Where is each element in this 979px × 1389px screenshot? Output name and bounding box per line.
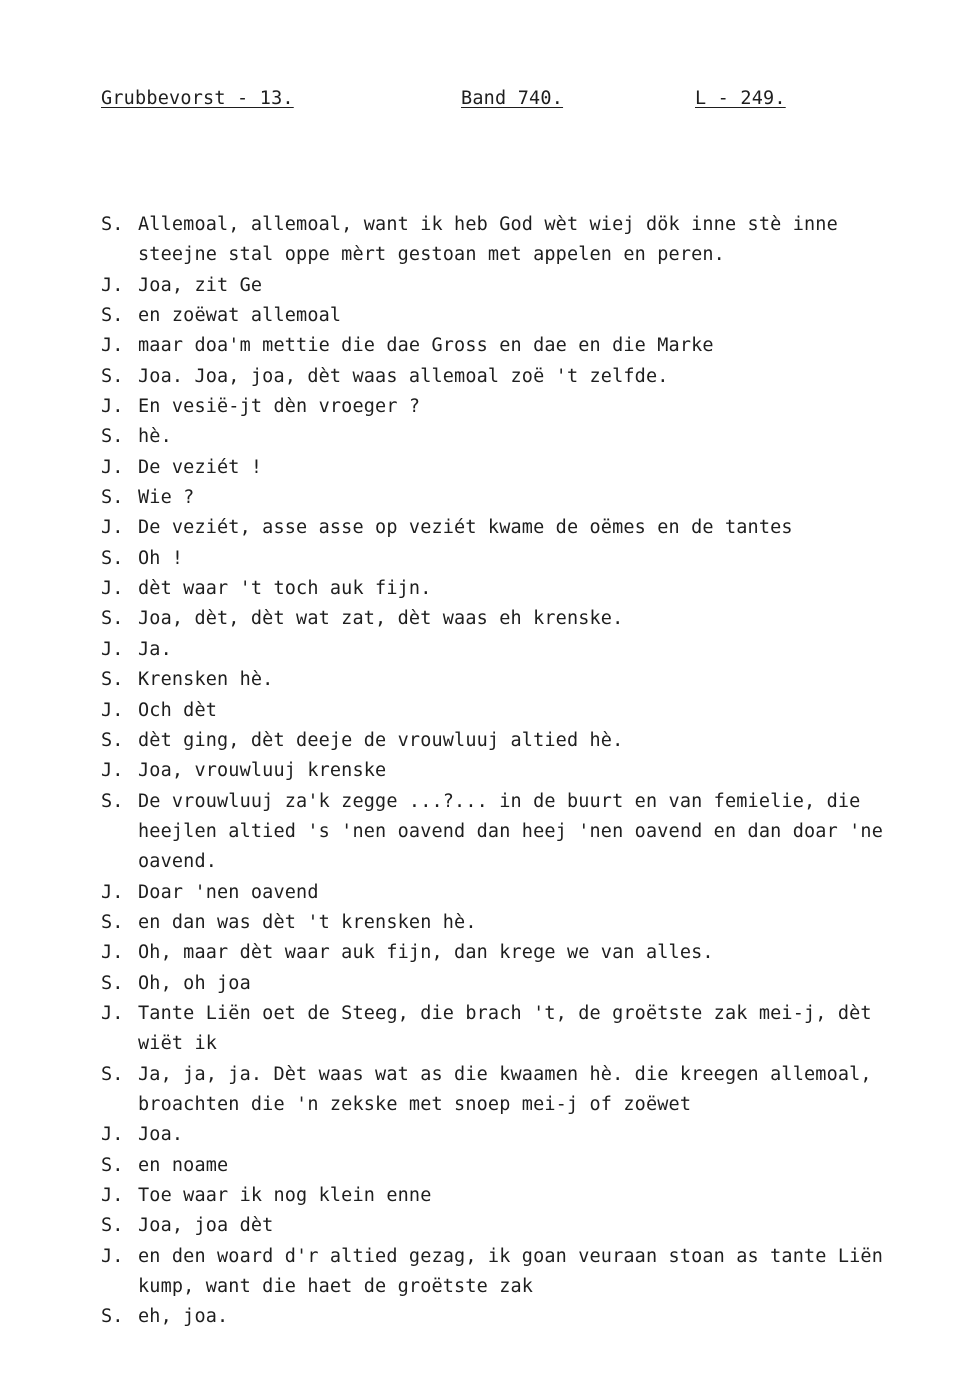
speaker-label: S. bbox=[101, 365, 124, 387]
utterance-text: dèt waar 't toch auk fijn. bbox=[138, 578, 432, 600]
speaker-label: S. bbox=[101, 547, 124, 569]
utterance-text: Joa, vrouwluuj krenske bbox=[138, 760, 387, 782]
transcript-entry bbox=[101, 544, 921, 574]
transcript-entry bbox=[101, 392, 921, 422]
transcript-entry bbox=[101, 696, 921, 726]
transcript-entry bbox=[101, 726, 921, 756]
speaker-label: S. bbox=[101, 305, 124, 327]
utterance-text: Joa. Joa, joa, dèt waas allemoal zoë 't zelfde. bbox=[138, 365, 669, 387]
utterance-text: Ja, ja, ja. Dèt waas wat as die kwaamen hè. die kreegen allemoal, broachten die 'n zekske met snoep mei-j of zoëwet bbox=[138, 1063, 884, 1115]
speaker-label: S. bbox=[101, 669, 124, 691]
utterance-text: maar doa'm mettie die dae Gross en dae en die Marke bbox=[138, 335, 714, 357]
speaker-label: J. bbox=[101, 760, 124, 782]
utterance-text: en dan was dèt 't krensken hè. bbox=[138, 911, 477, 933]
utterance-text: en zoëwat allemoal bbox=[138, 305, 342, 327]
utterance-text: Doar 'nen oavend bbox=[138, 881, 319, 903]
speaker-label: S. bbox=[101, 1215, 124, 1237]
transcript-entry bbox=[101, 787, 921, 878]
utterance-text: En vesië-jt dèn vroeger ? bbox=[138, 396, 421, 418]
utterance-text: Oh, maar dèt waar auk fijn, dan krege we van alles. bbox=[138, 942, 714, 964]
transcript-entry bbox=[101, 1060, 921, 1121]
utterance-text: Wie ? bbox=[138, 487, 195, 509]
speaker-label: S. bbox=[101, 1306, 124, 1328]
speaker-label: J. bbox=[101, 1124, 124, 1146]
utterance-text: Toe waar ik nog klein enne bbox=[138, 1185, 432, 1206]
speaker-label: J. bbox=[101, 456, 124, 478]
utterance-text: Oh, oh joa bbox=[138, 972, 251, 994]
transcript-entry bbox=[101, 604, 921, 634]
transcript-entry bbox=[101, 1151, 921, 1181]
speaker-label: J. bbox=[101, 881, 124, 903]
speaker-label: S. bbox=[101, 487, 124, 509]
speaker-label: S. bbox=[101, 911, 124, 933]
speaker-label: J. bbox=[101, 1002, 124, 1024]
speaker-label: J. bbox=[101, 638, 124, 660]
transcript-entry bbox=[101, 878, 921, 908]
header-tape: Band 740. bbox=[461, 88, 564, 109]
speaker-label: S. bbox=[101, 1063, 124, 1085]
transcript-entry bbox=[101, 665, 921, 695]
transcript-entry bbox=[101, 635, 921, 665]
speaker-label: J. bbox=[101, 274, 124, 296]
utterance-text: eh, joa. bbox=[138, 1306, 229, 1328]
speaker-label: S. bbox=[101, 608, 124, 630]
utterance-text: Allemoal, allemoal, want ik heb God wèt wiej dök inne stè inne steejne stal oppe mèrt gestoan met appelen en peren. bbox=[138, 214, 850, 266]
utterance-text: Oh ! bbox=[138, 547, 184, 569]
utterance-text: De veziét, asse asse op veziét kwame de oëmes en de tantes bbox=[138, 517, 793, 539]
speaker-label: J. bbox=[101, 335, 124, 357]
transcript-entry bbox=[101, 210, 921, 271]
speaker-label: J. bbox=[101, 1245, 124, 1267]
utterance-text: Joa, joa dèt bbox=[138, 1215, 274, 1237]
transcript-entry bbox=[101, 969, 921, 999]
transcript-entry bbox=[101, 999, 921, 1060]
utterance-text: en noame bbox=[138, 1154, 229, 1176]
transcript-entry bbox=[101, 362, 921, 392]
utterance-text: Ja. bbox=[138, 638, 172, 660]
speaker-label: J. bbox=[101, 942, 124, 964]
transcript-entry bbox=[101, 1242, 921, 1303]
speaker-label: S. bbox=[101, 1154, 124, 1176]
transcript-entry bbox=[101, 513, 921, 543]
transcript-entry bbox=[101, 422, 921, 452]
utterance-text: Krensken hè. bbox=[138, 669, 274, 691]
speaker-label: J. bbox=[101, 517, 124, 539]
utterance-text: Joa, dèt, dèt wat zat, dèt waas eh krenske. bbox=[138, 608, 624, 630]
transcript-entry bbox=[101, 574, 921, 604]
transcript-entry bbox=[101, 938, 921, 968]
utterance-text: Tante Liën oet de Steeg, die brach 't, de groëtste zak mei-j, dèt wiët ik bbox=[138, 1002, 884, 1055]
transcript-entry bbox=[101, 271, 921, 301]
utterance-text: De vrouwluuj za'k zegge ...?... in de buurt en van femielie, die heejlen altied 's 'nen oavend dan heej 'nen oavend en dan doar 'ne oavend. bbox=[138, 790, 895, 873]
transcript bbox=[101, 210, 921, 1333]
transcript-entry bbox=[101, 756, 921, 786]
utterance-text: dèt ging, dèt deeje de vrouwluuj altied hè. bbox=[138, 729, 624, 751]
utterance-text: Och dèt bbox=[138, 699, 218, 721]
transcript-entry bbox=[101, 1120, 921, 1150]
speaker-label: J. bbox=[101, 1185, 124, 1206]
speaker-label: J. bbox=[101, 396, 124, 418]
utterance-text: Joa. bbox=[138, 1124, 184, 1146]
speaker-label: S. bbox=[101, 729, 124, 751]
transcript-entry bbox=[101, 1181, 921, 1211]
speaker-label: S. bbox=[101, 426, 124, 448]
page-header bbox=[0, 88, 979, 116]
speaker-label: J. bbox=[101, 699, 124, 721]
header-code: L - 249. bbox=[695, 88, 786, 109]
transcript-entry bbox=[101, 1302, 921, 1332]
speaker-label: S. bbox=[101, 972, 124, 994]
speaker-label: S. bbox=[101, 214, 124, 235]
transcript-entry bbox=[101, 301, 921, 331]
transcript-entry bbox=[101, 331, 921, 361]
utterance-text: De veziét ! bbox=[138, 456, 263, 478]
utterance-text: en den woard d'r altied gezag, ik goan veuraan stoan as tante Liën kump, want die haet de groëtste zak bbox=[138, 1245, 895, 1298]
transcript-entry bbox=[101, 908, 921, 938]
speaker-label: S. bbox=[101, 790, 124, 812]
transcript-entry bbox=[101, 483, 921, 513]
header-location: Grubbevorst - 13. bbox=[101, 88, 294, 109]
utterance-text: Joa, zit Ge bbox=[138, 274, 263, 296]
transcript-entry bbox=[101, 453, 921, 483]
utterance-text: hè. bbox=[138, 426, 172, 448]
transcript-entry bbox=[101, 1211, 921, 1241]
speaker-label: J. bbox=[101, 578, 124, 600]
